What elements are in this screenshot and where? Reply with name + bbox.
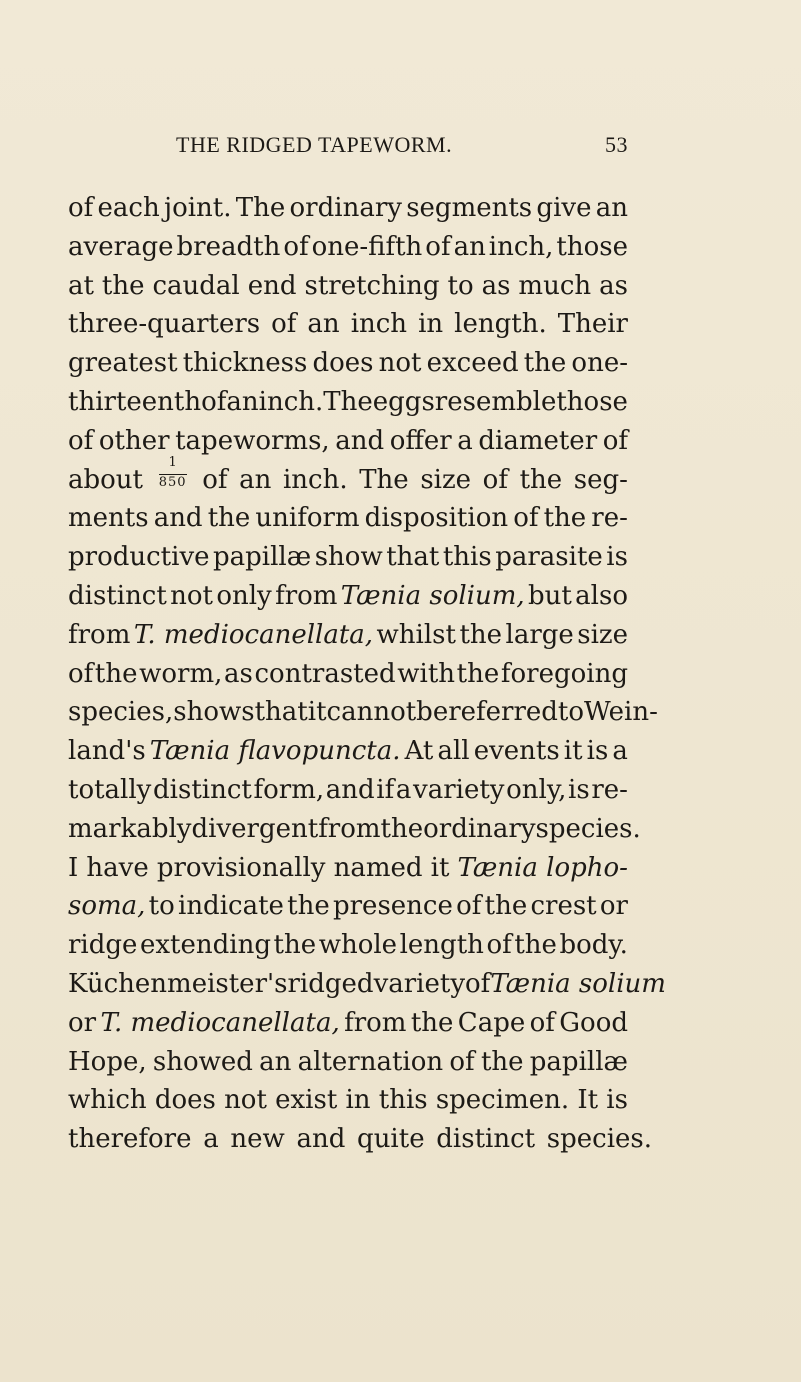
- word: the: [94, 658, 138, 689]
- word: At: [404, 736, 434, 767]
- word: indicate: [178, 891, 284, 922]
- word: species.: [546, 1124, 653, 1155]
- word: only,: [506, 774, 567, 805]
- word: divergent: [191, 813, 319, 844]
- word: not: [378, 348, 422, 379]
- word: other: [98, 425, 170, 456]
- word: from: [68, 619, 131, 650]
- word: and: [325, 774, 375, 805]
- word: of: [465, 968, 491, 999]
- text-line: [68, 887, 628, 926]
- word: and: [296, 1124, 346, 1155]
- word: Wein-: [584, 697, 658, 728]
- text-line: [68, 1081, 628, 1120]
- word: distinct: [153, 774, 252, 805]
- word: breadth: [176, 231, 281, 262]
- word: Hope,: [68, 1046, 147, 1077]
- word: disposition: [364, 503, 509, 534]
- word: is: [586, 736, 609, 767]
- text-line: [68, 422, 628, 461]
- word: length: [399, 930, 484, 961]
- word: of: [283, 231, 309, 262]
- word: an: [239, 464, 272, 495]
- fraction: [155, 454, 191, 490]
- word: in: [418, 309, 444, 340]
- word: T. mediocanellata,: [133, 619, 374, 650]
- word: from: [318, 813, 381, 844]
- word: showed: [152, 1046, 253, 1077]
- word: variety: [413, 774, 505, 805]
- word: end: [247, 270, 297, 301]
- word: Tænia solium: [490, 968, 666, 999]
- word: variety: [373, 968, 466, 999]
- word: Cape: [457, 1007, 526, 1038]
- word: much: [518, 270, 592, 301]
- word: ridge: [68, 930, 138, 961]
- word: the: [207, 503, 251, 534]
- word: greatest: [68, 348, 178, 379]
- text-line: [68, 189, 628, 228]
- word: a: [203, 1124, 219, 1155]
- fraction-numerator: 1: [168, 454, 177, 470]
- word: length.: [454, 309, 547, 340]
- word: is: [606, 1085, 628, 1116]
- word: new: [230, 1124, 285, 1155]
- word: to: [148, 891, 175, 922]
- word: I: [68, 852, 79, 883]
- word: an: [595, 193, 628, 223]
- word: Their: [557, 309, 628, 340]
- word: events: [473, 736, 560, 767]
- word: of: [68, 658, 94, 689]
- word: alternation: [297, 1046, 444, 1077]
- word: of: [425, 231, 451, 262]
- word: contrasted: [254, 658, 396, 689]
- word: and: [335, 425, 385, 456]
- word: not: [170, 580, 214, 611]
- word: or: [599, 891, 628, 922]
- word: as: [599, 270, 628, 301]
- word: one-fifth: [311, 231, 423, 262]
- word: average: [68, 231, 174, 262]
- word: seg-: [573, 464, 628, 495]
- word: inch.: [258, 386, 324, 417]
- word: those: [556, 231, 628, 262]
- text-line: [68, 454, 628, 500]
- text-line: [68, 499, 628, 538]
- word: or: [68, 1007, 97, 1038]
- word: of: [456, 891, 482, 922]
- text-line: [68, 810, 641, 849]
- word: the: [273, 930, 317, 961]
- word: offer: [389, 425, 452, 456]
- word: joint.: [164, 193, 232, 223]
- word: the: [456, 658, 500, 689]
- word: three-quarters: [68, 309, 261, 340]
- word: thickness: [182, 348, 308, 379]
- word: be: [416, 697, 449, 728]
- word: of: [201, 386, 227, 417]
- word: as: [224, 658, 253, 689]
- word: Tænia lopho-: [457, 852, 628, 883]
- word: cannot: [326, 697, 417, 728]
- word: of: [513, 503, 539, 534]
- word: therefore: [68, 1124, 192, 1155]
- word: the: [514, 930, 557, 961]
- word: quite: [357, 1124, 425, 1155]
- word: of: [482, 464, 508, 495]
- word: ordinary: [423, 813, 536, 844]
- word: show: [314, 542, 383, 573]
- word: the: [519, 464, 563, 495]
- word: is: [568, 774, 590, 805]
- word: markably: [68, 813, 192, 844]
- text-line: [68, 577, 628, 616]
- word: ments: [68, 503, 149, 534]
- word: extending: [139, 930, 271, 961]
- word: productive: [68, 542, 210, 573]
- word: a: [457, 425, 473, 456]
- text-line: [68, 267, 628, 306]
- word: Good: [559, 1007, 628, 1038]
- word: soma,: [68, 891, 146, 922]
- word: whilst: [376, 619, 456, 650]
- word: and: [153, 503, 203, 534]
- word: the: [543, 503, 587, 534]
- text-line: [68, 965, 666, 1004]
- text-line: [68, 849, 628, 888]
- word: of: [68, 193, 94, 223]
- word: The: [323, 386, 373, 417]
- word: of: [271, 309, 297, 340]
- word: parasite: [495, 542, 603, 573]
- text-line: [68, 616, 628, 655]
- word: caudal: [152, 270, 240, 301]
- word: inch.: [282, 464, 348, 495]
- word: land's: [68, 736, 146, 767]
- word: exist: [275, 1085, 338, 1116]
- word: exceed: [426, 348, 519, 379]
- word: resemble: [434, 386, 557, 417]
- word: a: [612, 736, 628, 767]
- word: foregoing: [500, 658, 628, 689]
- word: T. mediocanellata,: [100, 1007, 340, 1038]
- word: inch: [350, 309, 408, 340]
- word: size: [577, 619, 628, 650]
- word: the: [459, 619, 503, 650]
- word: stretching: [304, 270, 440, 301]
- word: this: [442, 542, 492, 573]
- word: species,: [68, 697, 174, 728]
- word: presence: [332, 891, 453, 922]
- running-head: [68, 132, 628, 166]
- text-line: [68, 538, 628, 577]
- text-line: [68, 1004, 628, 1043]
- body-text: [68, 189, 666, 1159]
- word: to: [447, 270, 474, 301]
- text-line: [68, 1120, 653, 1159]
- word: an: [226, 386, 259, 417]
- word: give: [536, 193, 592, 223]
- word: the: [410, 1007, 454, 1038]
- word: of: [602, 425, 628, 456]
- word: ordinary: [289, 193, 402, 223]
- word: that: [254, 697, 308, 728]
- word: the: [523, 348, 567, 379]
- text-line: [68, 383, 628, 422]
- word: one-: [571, 348, 628, 379]
- word: The: [359, 464, 409, 495]
- fraction-denominator: 850: [158, 474, 187, 490]
- text-line: [68, 693, 658, 732]
- word: the: [484, 891, 528, 922]
- word: a: [395, 774, 412, 805]
- word: with: [397, 658, 456, 689]
- word: of: [529, 1007, 555, 1038]
- word: body.: [559, 930, 628, 961]
- word: specimen.: [435, 1085, 570, 1116]
- text-line: [68, 305, 628, 344]
- word: species.: [535, 813, 641, 844]
- word: size: [420, 464, 472, 495]
- text-line: [68, 228, 628, 267]
- word: only: [216, 580, 272, 611]
- word: also: [575, 580, 628, 611]
- word: segments: [406, 193, 533, 223]
- text-line: [68, 344, 628, 383]
- word: uniform: [255, 503, 360, 534]
- word: the: [101, 270, 145, 301]
- word: papillæ: [213, 542, 312, 573]
- word: but: [527, 580, 572, 611]
- word: of: [486, 930, 512, 961]
- text-line: [68, 926, 628, 965]
- word: re-: [591, 774, 628, 805]
- word: thirteenth: [68, 386, 202, 417]
- text-line: [68, 1043, 628, 1082]
- word: provisionally: [156, 852, 326, 883]
- word: as: [481, 270, 511, 301]
- word: of: [202, 464, 228, 495]
- word: it: [307, 697, 327, 728]
- word: referred: [448, 697, 558, 728]
- word: it: [430, 852, 450, 883]
- word: distinct: [436, 1124, 536, 1155]
- word: have: [86, 852, 149, 883]
- word: of: [68, 425, 94, 456]
- word: from: [275, 580, 338, 611]
- word: shows: [173, 697, 255, 728]
- word: crest: [530, 891, 597, 922]
- word: this: [378, 1085, 428, 1116]
- word: diameter: [478, 425, 598, 456]
- word: ridged: [287, 968, 374, 999]
- word: that: [386, 542, 440, 573]
- word: to: [557, 697, 585, 728]
- word: The: [235, 193, 286, 223]
- text-line: [68, 732, 628, 771]
- word: does: [312, 348, 374, 379]
- word: named: [333, 852, 423, 883]
- running-title: THE RIDGED TAPEWORM.: [176, 132, 453, 157]
- word: which: [68, 1085, 147, 1116]
- word: Tænia solium,: [340, 580, 525, 611]
- word: of: [449, 1046, 475, 1077]
- word: if: [376, 774, 395, 805]
- word: the: [480, 1046, 524, 1077]
- word: at: [68, 270, 94, 301]
- word: the: [287, 891, 330, 922]
- word: Tænia flavopuncta.: [149, 736, 401, 767]
- word: re-: [591, 503, 628, 534]
- word: Küchenmeister's: [68, 968, 288, 999]
- word: large: [505, 619, 574, 650]
- word: tapeworms,: [175, 425, 330, 456]
- word: totally: [68, 774, 152, 805]
- word: an: [453, 231, 486, 262]
- word: is: [606, 542, 628, 573]
- word: it: [563, 736, 583, 767]
- word: does: [154, 1085, 216, 1116]
- word: each: [97, 193, 160, 223]
- word: the: [380, 813, 424, 844]
- word: eggs: [372, 386, 435, 417]
- word: about: [68, 464, 143, 495]
- word: whole: [318, 930, 398, 961]
- word: not: [224, 1085, 267, 1116]
- word: from: [344, 1007, 407, 1038]
- word: an: [259, 1046, 292, 1077]
- word: worm,: [139, 658, 223, 689]
- word: It: [577, 1085, 599, 1116]
- text-line: [68, 771, 628, 810]
- page-number: 53: [605, 132, 628, 157]
- word: distinct: [68, 580, 167, 611]
- word: all: [437, 736, 470, 767]
- word: an: [307, 309, 340, 340]
- word: in: [345, 1085, 371, 1116]
- word: inch,: [488, 231, 554, 262]
- word: papillæ: [529, 1046, 628, 1077]
- word: form,: [253, 774, 325, 805]
- word: those: [556, 386, 628, 417]
- text-line: [68, 655, 628, 694]
